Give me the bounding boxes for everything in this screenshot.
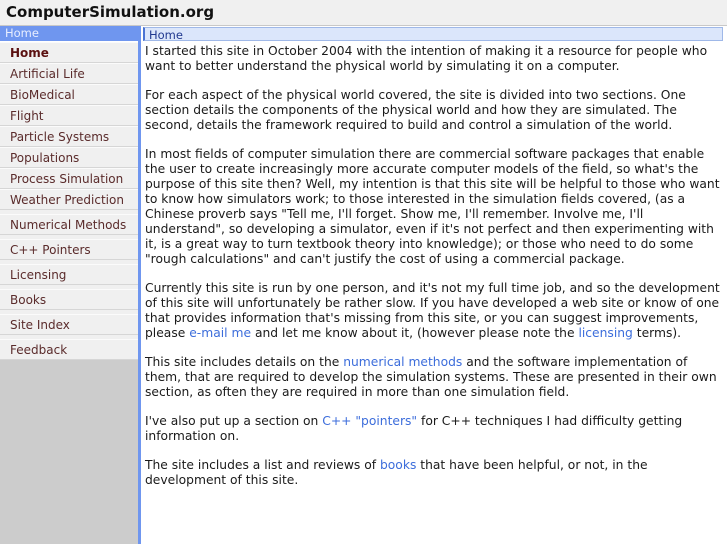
paragraph-text: and let me know about it, (however please note the [251, 326, 579, 340]
content-link[interactable]: numerical methods [343, 355, 463, 369]
sidebar-item-site-index[interactable]: Site Index [0, 314, 138, 335]
site-header [0, 0, 727, 26]
page-title: ComputerSimulation.org [6, 3, 215, 21]
paragraph-text: terms). [632, 326, 682, 340]
sidebar-item-licensing[interactable]: Licensing [0, 264, 138, 285]
sidebar-item-biomedical[interactable]: BioMedical [0, 84, 138, 105]
breadcrumb: Home [0, 26, 138, 41]
content-link[interactable]: books [379, 458, 417, 472]
sidebar-item-populations[interactable]: Populations [0, 147, 138, 168]
paragraph-text: Currently this site is run by one person, and it's not my full time job, and so the development of this site will unfortunately be rather slow. If you have developed a web site or know of one that provides information that's missing from this site, or you can suggest improvements, please [145, 281, 720, 340]
paragraph-text: This site includes details on the [145, 355, 344, 369]
sidebar [0, 26, 138, 544]
content-link[interactable]: e-mail me [189, 326, 252, 340]
sidebar-item-process-simulation[interactable]: Process Simulation [0, 168, 138, 189]
sidebar-item-c-pointers[interactable]: C++ Pointers [0, 239, 138, 260]
article-body [143, 44, 723, 488]
paragraph-text: In most fields of computer simulation there are commercial software packages that enable the user to create increasingly more accurate computer models of the field, so what's the purpose of this site then? Well, my intention is that this site will be helpful to those who want to know how simulators work; to those interested in the simulation fields covered, (as a Chinese proverb says "Tell me, I'll forget. Show me, I'll remember. Involve me, I'll understand", so developing a simulator, even if it's not perfect and then experimenting with it, is a great way to turn textbook theory into knowledge); or those who need to do some "rough calculations" and can't justify the cost of using a commercial package. [145, 147, 720, 266]
paragraph [143, 458, 723, 488]
paragraph-text: for C++ techniques I had difficulty getting information on. [145, 414, 683, 443]
paragraph [143, 281, 723, 341]
sidebar-filler [0, 360, 138, 544]
main-content [141, 26, 727, 544]
paragraph [143, 44, 723, 74]
sidebar-item-artificial-life[interactable]: Artificial Life [0, 63, 138, 84]
sidebar-item-particle-systems[interactable]: Particle Systems [0, 126, 138, 147]
sidebar-item-numerical-methods[interactable]: Numerical Methods [0, 214, 138, 235]
content-link[interactable]: C++ "pointers" [322, 414, 418, 428]
paragraph-text: For each aspect of the physical world covered, the site is divided into two sections. One section details the components of the physical world and how they are simulated. The second, details the framework required to build and control a simulation of the world. [145, 88, 686, 132]
sidebar-item-feedback[interactable]: Feedback [0, 339, 138, 360]
paragraph [143, 414, 723, 444]
content-page-heading: Home [143, 27, 723, 41]
paragraph [143, 355, 723, 400]
body-split [0, 26, 727, 544]
paragraph-text: I started this site in October 2004 with the intention of making it a resource for people who want to better understand the physical world by simulating it on a computer. [145, 44, 708, 73]
paragraph-text: The site includes a list and reviews of [145, 458, 380, 472]
sidebar-item-flight[interactable]: Flight [0, 105, 138, 126]
sidebar-item-weather-prediction[interactable]: Weather Prediction [0, 189, 138, 210]
paragraph [143, 88, 723, 133]
sidebar-nav-list [0, 41, 138, 360]
paragraph-text: I've also put up a section on [145, 414, 323, 428]
paragraph [143, 147, 723, 267]
paragraph-text: and the software implementation of them, that are required to develop the simulation systems. These are presented in their own section, as often they are required in more than one simulation field. [145, 355, 717, 399]
sidebar-item-books[interactable]: Books [0, 289, 138, 310]
paragraph-text: that have been helpful, or not, in the development of this site. [145, 458, 648, 487]
sidebar-item-home[interactable]: Home [0, 42, 138, 63]
content-link[interactable]: licensing [578, 326, 633, 340]
